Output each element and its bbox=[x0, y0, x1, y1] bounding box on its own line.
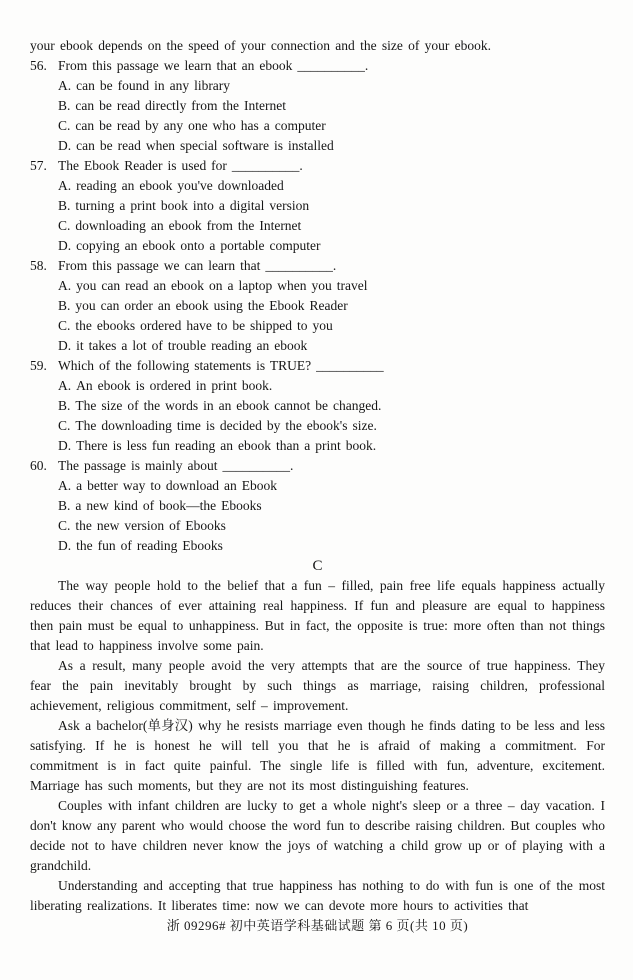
question-number: 59. bbox=[30, 358, 47, 373]
option-text: the fun of reading Ebooks bbox=[76, 538, 223, 553]
option-text: can be found in any library bbox=[76, 78, 231, 93]
answer-option bbox=[30, 76, 605, 96]
answer-option bbox=[30, 496, 605, 516]
option-label: B. bbox=[58, 398, 71, 413]
option-text: it takes a lot of trouble reading an ebook bbox=[76, 338, 308, 353]
question-number: 56. bbox=[30, 58, 47, 73]
answer-option bbox=[30, 396, 605, 416]
option-text: downloading an ebook from the Internet bbox=[75, 218, 302, 233]
question-59 bbox=[30, 356, 605, 456]
option-label: A. bbox=[58, 478, 72, 493]
passage-paragraph: Ask a bachelor(单身汉) why he resists marriage even though he finds dating to be less and less satisfying. If he is honest he will tell you that he is afraid of making a commitment. For commitment is in fact quite painful. The single life is filled with fun, adventure, excitement. Marriage has such moments, but they are not its most distinguishing features. bbox=[30, 718, 605, 793]
question-stem: From this passage we learn that an ebook __________. bbox=[58, 58, 369, 73]
option-label: B. bbox=[58, 98, 71, 113]
option-label: A. bbox=[58, 178, 72, 193]
answer-option bbox=[30, 516, 605, 536]
answer-option bbox=[30, 376, 605, 396]
option-text: turning a print book into a digital version bbox=[75, 198, 310, 213]
option-label: D. bbox=[58, 338, 72, 353]
answer-option bbox=[30, 236, 605, 256]
option-text: reading an ebook you've downloaded bbox=[76, 178, 284, 193]
answer-option bbox=[30, 336, 605, 356]
option-text: can be read directly from the Internet bbox=[75, 98, 287, 113]
question-57 bbox=[30, 156, 605, 256]
answer-option bbox=[30, 136, 605, 156]
answer-option bbox=[30, 176, 605, 196]
option-label: D. bbox=[58, 538, 72, 553]
passage-paragraph: As a result, many people avoid the very attempts that are the source of true happiness. They fear the pain inevitably brought by such things as marriage, raising children, professional achievement, religious commitment, self – improvement. bbox=[30, 658, 605, 713]
question-number: 60. bbox=[30, 458, 47, 473]
option-label: D. bbox=[58, 238, 72, 253]
question-stem: From this passage we can learn that __________. bbox=[58, 258, 337, 273]
option-text: you can order an ebook using the Ebook Reader bbox=[75, 298, 348, 313]
option-text: can be read by any one who has a computer bbox=[75, 118, 326, 133]
answer-option bbox=[30, 196, 605, 216]
option-text: An ebook is ordered in print book. bbox=[76, 378, 273, 393]
option-label: B. bbox=[58, 498, 71, 513]
answer-option bbox=[30, 316, 605, 336]
answer-option bbox=[30, 276, 605, 296]
option-label: B. bbox=[58, 198, 71, 213]
question-stem: Which of the following statements is TRUE? __________ bbox=[58, 358, 384, 373]
option-label: C. bbox=[58, 218, 71, 233]
passage-paragraph: The way people hold to the belief that a fun – filled, pain free life equals happiness actually reduces their chances of ever attaining real happiness. If fun and pleasure are equal to happiness then pain must be equal to unhappiness. But in fact, the opposite is true: more often than not things that lead to happiness involve some pain. bbox=[30, 578, 605, 653]
option-label: B. bbox=[58, 298, 71, 313]
passage-paragraph: Couples with infant children are lucky to get a whole night's sleep or a three – day vacation. I don't know any parent who would choose the word fun to describe raising children. But couples who decide not to have children never know the joys of watching a child grow up or of playing with a grandchild. bbox=[30, 798, 605, 873]
option-text: a better way to download an Ebook bbox=[76, 478, 278, 493]
option-text: There is less fun reading an ebook than a print book. bbox=[76, 438, 377, 453]
option-text: can be read when special software is installed bbox=[76, 138, 334, 153]
answer-option bbox=[30, 416, 605, 436]
option-label: A. bbox=[58, 278, 72, 293]
answer-option bbox=[30, 216, 605, 236]
passage-paragraph: Understanding and accepting that true happiness has nothing to do with fun is one of the most liberating realizations. It liberates time: now we can devote more hours to activities that bbox=[30, 878, 605, 913]
option-text: a new kind of book—the Ebooks bbox=[75, 498, 262, 513]
option-text: you can read an ebook on a laptop when you travel bbox=[76, 278, 368, 293]
option-label: A. bbox=[58, 378, 72, 393]
answer-option bbox=[30, 96, 605, 116]
option-label: A. bbox=[58, 78, 72, 93]
option-label: D. bbox=[58, 138, 72, 153]
question-number: 57. bbox=[30, 158, 47, 173]
option-label: C. bbox=[58, 518, 71, 533]
page-footer: 浙 09296# 初中英语学科基础试题 第 6 页(共 10 页) bbox=[166, 918, 469, 933]
passage-section-label: C bbox=[312, 558, 323, 574]
question-56 bbox=[30, 56, 605, 156]
option-text: The downloading time is decided by the ebook's size. bbox=[75, 418, 377, 433]
answer-option bbox=[30, 116, 605, 136]
option-text: the ebooks ordered have to be shipped to you bbox=[75, 318, 333, 333]
answer-option bbox=[30, 296, 605, 316]
question-58 bbox=[30, 256, 605, 356]
option-label: D. bbox=[58, 438, 72, 453]
answer-option bbox=[30, 436, 605, 456]
question-stem: The passage is mainly about __________. bbox=[58, 458, 294, 473]
question-stem: The Ebook Reader is used for __________. bbox=[58, 158, 303, 173]
option-text: the new version of Ebooks bbox=[75, 518, 226, 533]
continuation-text: your ebook depends on the speed of your connection and the size of your ebook. bbox=[30, 38, 491, 53]
question-number: 58. bbox=[30, 258, 47, 273]
answer-option bbox=[30, 536, 605, 556]
answer-option bbox=[30, 476, 605, 496]
option-text: The size of the words in an ebook cannot be changed. bbox=[75, 398, 382, 413]
option-label: C. bbox=[58, 318, 71, 333]
option-text: copying an ebook onto a portable computer bbox=[76, 238, 321, 253]
question-60 bbox=[30, 456, 605, 556]
option-label: C. bbox=[58, 118, 71, 133]
option-label: C. bbox=[58, 418, 71, 433]
